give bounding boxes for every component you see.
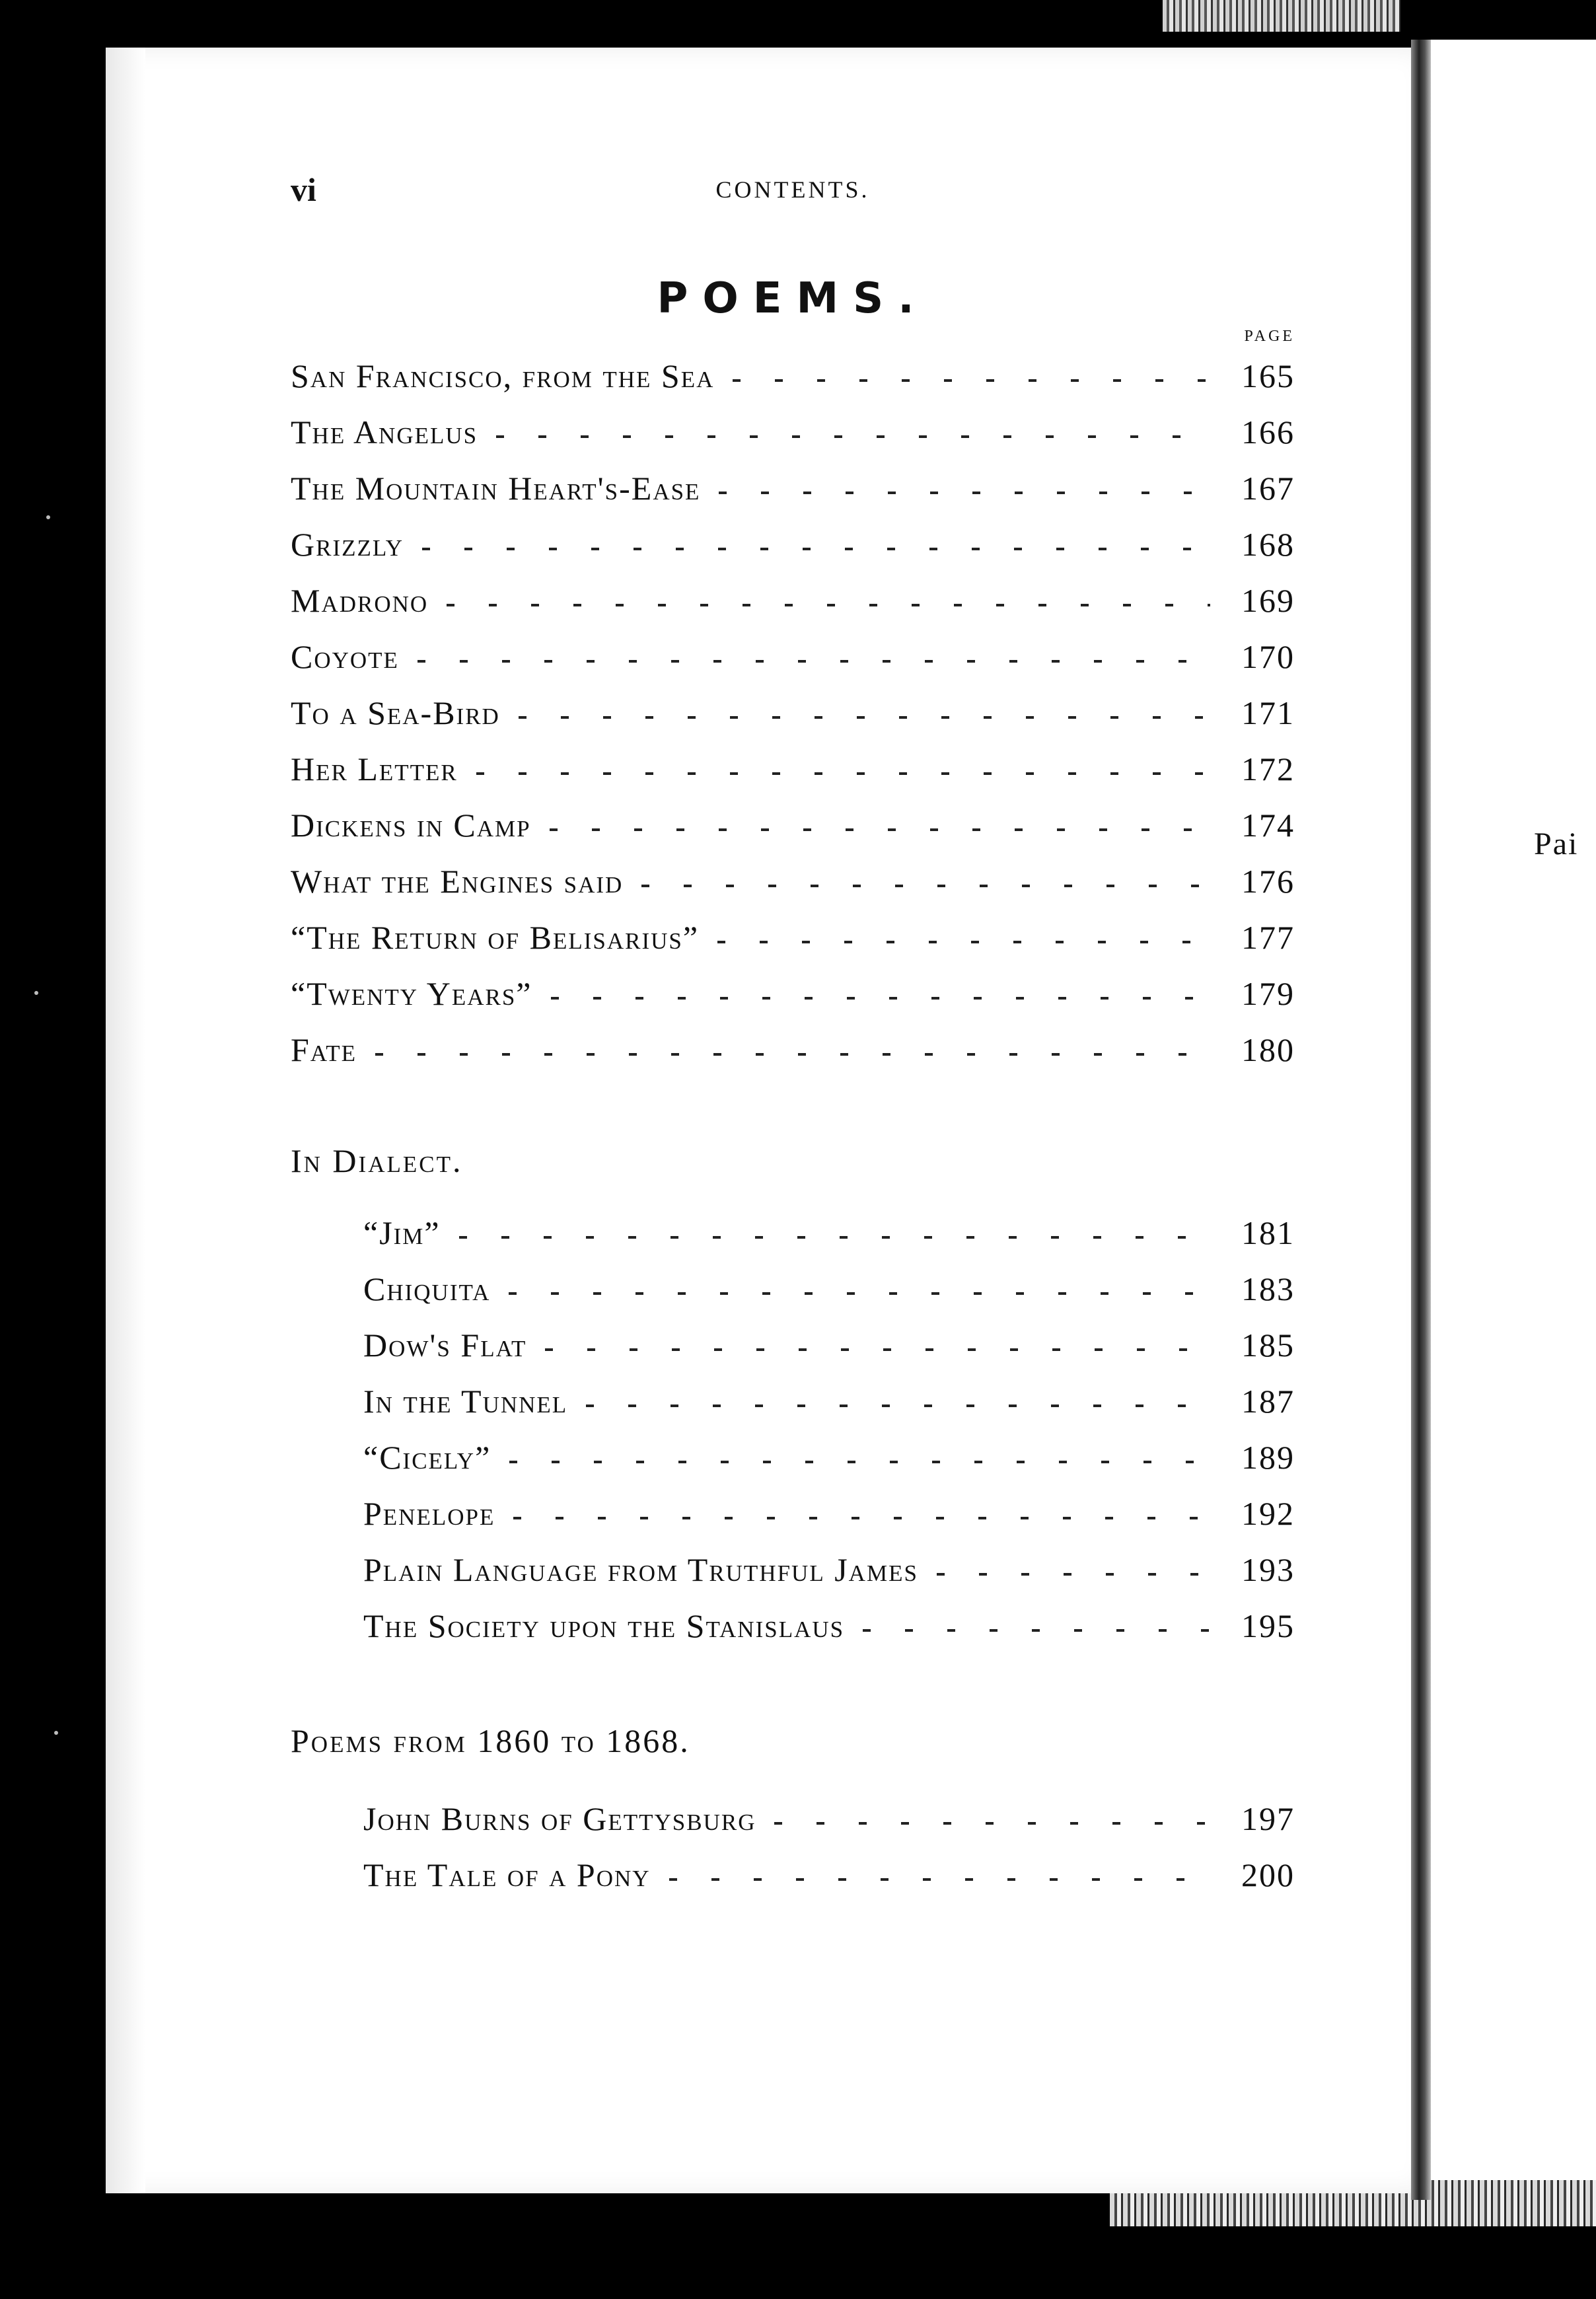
toc-entry-title: In the Tunnel xyxy=(363,1382,568,1420)
toc-entry-title: The Tale of a Pony xyxy=(363,1856,651,1893)
toc-entry-page-number: 181 xyxy=(1241,1214,1295,1251)
subsection-heading-in-dialect: In Dialect. xyxy=(291,1142,463,1179)
page-header xyxy=(291,170,1295,210)
toc-entry-page-number: 166 xyxy=(1241,413,1295,451)
toc-entry-title: Dickens in Camp xyxy=(291,806,531,844)
toc-entry-title: “Cicely” xyxy=(363,1438,491,1476)
toc-entry-page-number: 172 xyxy=(1241,750,1295,787)
folio: vi xyxy=(291,171,316,208)
toc-entry-title: Dow's Flat xyxy=(363,1326,527,1364)
toc-entry-title: “Jim” xyxy=(363,1214,441,1251)
toc-entry-title: San Francisco, from the Sea xyxy=(291,357,715,394)
dot-leader xyxy=(422,528,1210,561)
toc-entry-title: The Mountain Heart's-Ease xyxy=(291,469,701,507)
scan-edge-top xyxy=(1163,0,1400,32)
toc-entry-page-number: 177 xyxy=(1241,918,1295,956)
toc-entry xyxy=(363,1429,1295,1485)
toc-entry xyxy=(291,965,1295,1021)
toc-entry-page-number: 168 xyxy=(1241,525,1295,563)
scan-speck xyxy=(54,1731,58,1735)
dot-leader xyxy=(417,640,1210,673)
scan-speck xyxy=(34,991,38,995)
dot-leader xyxy=(509,1441,1210,1474)
toc-entry xyxy=(363,1790,1295,1846)
toc-entry xyxy=(291,628,1295,684)
toc-entry xyxy=(291,460,1295,516)
dot-leader xyxy=(545,1329,1210,1362)
toc-entry-page-number: 167 xyxy=(1241,469,1295,507)
toc-entry-page-number: 189 xyxy=(1241,1438,1295,1476)
toc-entry-page-number: 170 xyxy=(1241,638,1295,675)
toc-entry xyxy=(291,797,1295,853)
toc-entry xyxy=(291,853,1295,909)
toc-entry xyxy=(363,1846,1295,1903)
scan-speck xyxy=(46,515,50,519)
toc-entry-title: The Angelus xyxy=(291,413,478,451)
toc-entry xyxy=(291,404,1295,460)
dot-leader xyxy=(509,1272,1210,1305)
toc-entry xyxy=(363,1317,1295,1373)
toc-entry-title: To a Sea-Bird xyxy=(291,694,500,731)
toc-entry xyxy=(291,1021,1295,1077)
facing-page-fragment: Pai xyxy=(1534,826,1579,861)
page-edge-shadow xyxy=(106,48,145,2193)
in-dialect-list xyxy=(363,1204,1295,1654)
dot-leader xyxy=(669,1858,1210,1891)
toc-entry-page-number: 200 xyxy=(1241,1856,1295,1893)
toc-entry-title: Grizzly xyxy=(291,525,404,563)
dot-leader xyxy=(551,977,1211,1010)
dot-leader xyxy=(513,1497,1210,1530)
toc-entry-title: What the Engines said xyxy=(291,862,624,900)
toc-entry-page-number: 192 xyxy=(1241,1494,1295,1532)
toc-entry-page-number: 165 xyxy=(1241,357,1295,394)
dot-leader xyxy=(719,472,1210,505)
toc-entry-title: Madrono xyxy=(291,581,429,619)
toc-entry-page-number: 187 xyxy=(1241,1382,1295,1420)
dot-leader xyxy=(774,1802,1210,1835)
dot-leader xyxy=(459,1216,1210,1249)
toc-entry xyxy=(291,909,1295,965)
toc-entry-page-number: 171 xyxy=(1241,694,1295,731)
toc-entry-title: “Twenty Years” xyxy=(291,974,532,1012)
running-head: CONTENTS. xyxy=(715,176,870,203)
facing-page xyxy=(1431,40,1596,2180)
toc-entry-title: Chiquita xyxy=(363,1270,491,1307)
dot-leader xyxy=(550,809,1210,842)
toc-entry-page-number: 179 xyxy=(1241,974,1295,1012)
toc-entry xyxy=(291,572,1295,628)
toc-entry xyxy=(363,1485,1295,1541)
dot-leader xyxy=(641,865,1210,898)
dot-leader xyxy=(496,416,1210,449)
dot-leader xyxy=(476,752,1210,785)
dot-leader xyxy=(733,359,1210,392)
toc-entry-page-number: 169 xyxy=(1241,581,1295,619)
toc-entry xyxy=(363,1541,1295,1597)
toc-entry xyxy=(363,1204,1295,1260)
dot-leader xyxy=(375,1033,1210,1066)
section-title: POEMS. xyxy=(657,274,929,323)
book-gutter xyxy=(1411,40,1431,2200)
toc-entry-title: Coyote xyxy=(291,638,399,675)
page-column-label: PAGE xyxy=(1244,328,1295,345)
toc-entry-title: Her Letter xyxy=(291,750,458,787)
dot-leader xyxy=(717,921,1210,954)
subsection-heading-1860-1868: Poems from 1860 to 1868. xyxy=(291,1722,690,1759)
toc-entry xyxy=(291,684,1295,741)
toc-entry-title: Penelope xyxy=(363,1494,495,1532)
toc-entry-page-number: 197 xyxy=(1241,1800,1295,1837)
toc-entry-page-number: 193 xyxy=(1241,1551,1295,1588)
dot-leader xyxy=(519,696,1210,729)
toc-entry-title: “The Return of Belisarius” xyxy=(291,918,700,956)
toc-entry xyxy=(291,741,1295,797)
dot-leader xyxy=(586,1385,1210,1418)
toc-entry-page-number: 176 xyxy=(1241,862,1295,900)
toc-entry-page-number: 183 xyxy=(1241,1270,1295,1307)
toc-entry xyxy=(363,1373,1295,1429)
toc-entry-title: Plain Language from Truthful James xyxy=(363,1551,918,1588)
toc-entry-page-number: 185 xyxy=(1241,1326,1295,1364)
toc-entry xyxy=(363,1260,1295,1317)
poems-list xyxy=(291,347,1295,1077)
dot-leader xyxy=(447,584,1210,617)
toc-entry-page-number: 195 xyxy=(1241,1607,1295,1644)
poems-1860-1868-list xyxy=(363,1790,1295,1903)
toc-entry-title: Fate xyxy=(291,1031,357,1068)
toc-entry-title: The Society upon the Stanislaus xyxy=(363,1607,845,1644)
toc-entry xyxy=(291,516,1295,572)
toc-entry xyxy=(363,1597,1295,1654)
toc-entry-page-number: 180 xyxy=(1241,1031,1295,1068)
dot-leader xyxy=(937,1553,1210,1586)
toc-entry-title: John Burns of Gettysburg xyxy=(363,1800,756,1837)
toc-entry xyxy=(291,347,1295,404)
toc-entry-page-number: 174 xyxy=(1241,806,1295,844)
dot-leader xyxy=(863,1609,1210,1642)
